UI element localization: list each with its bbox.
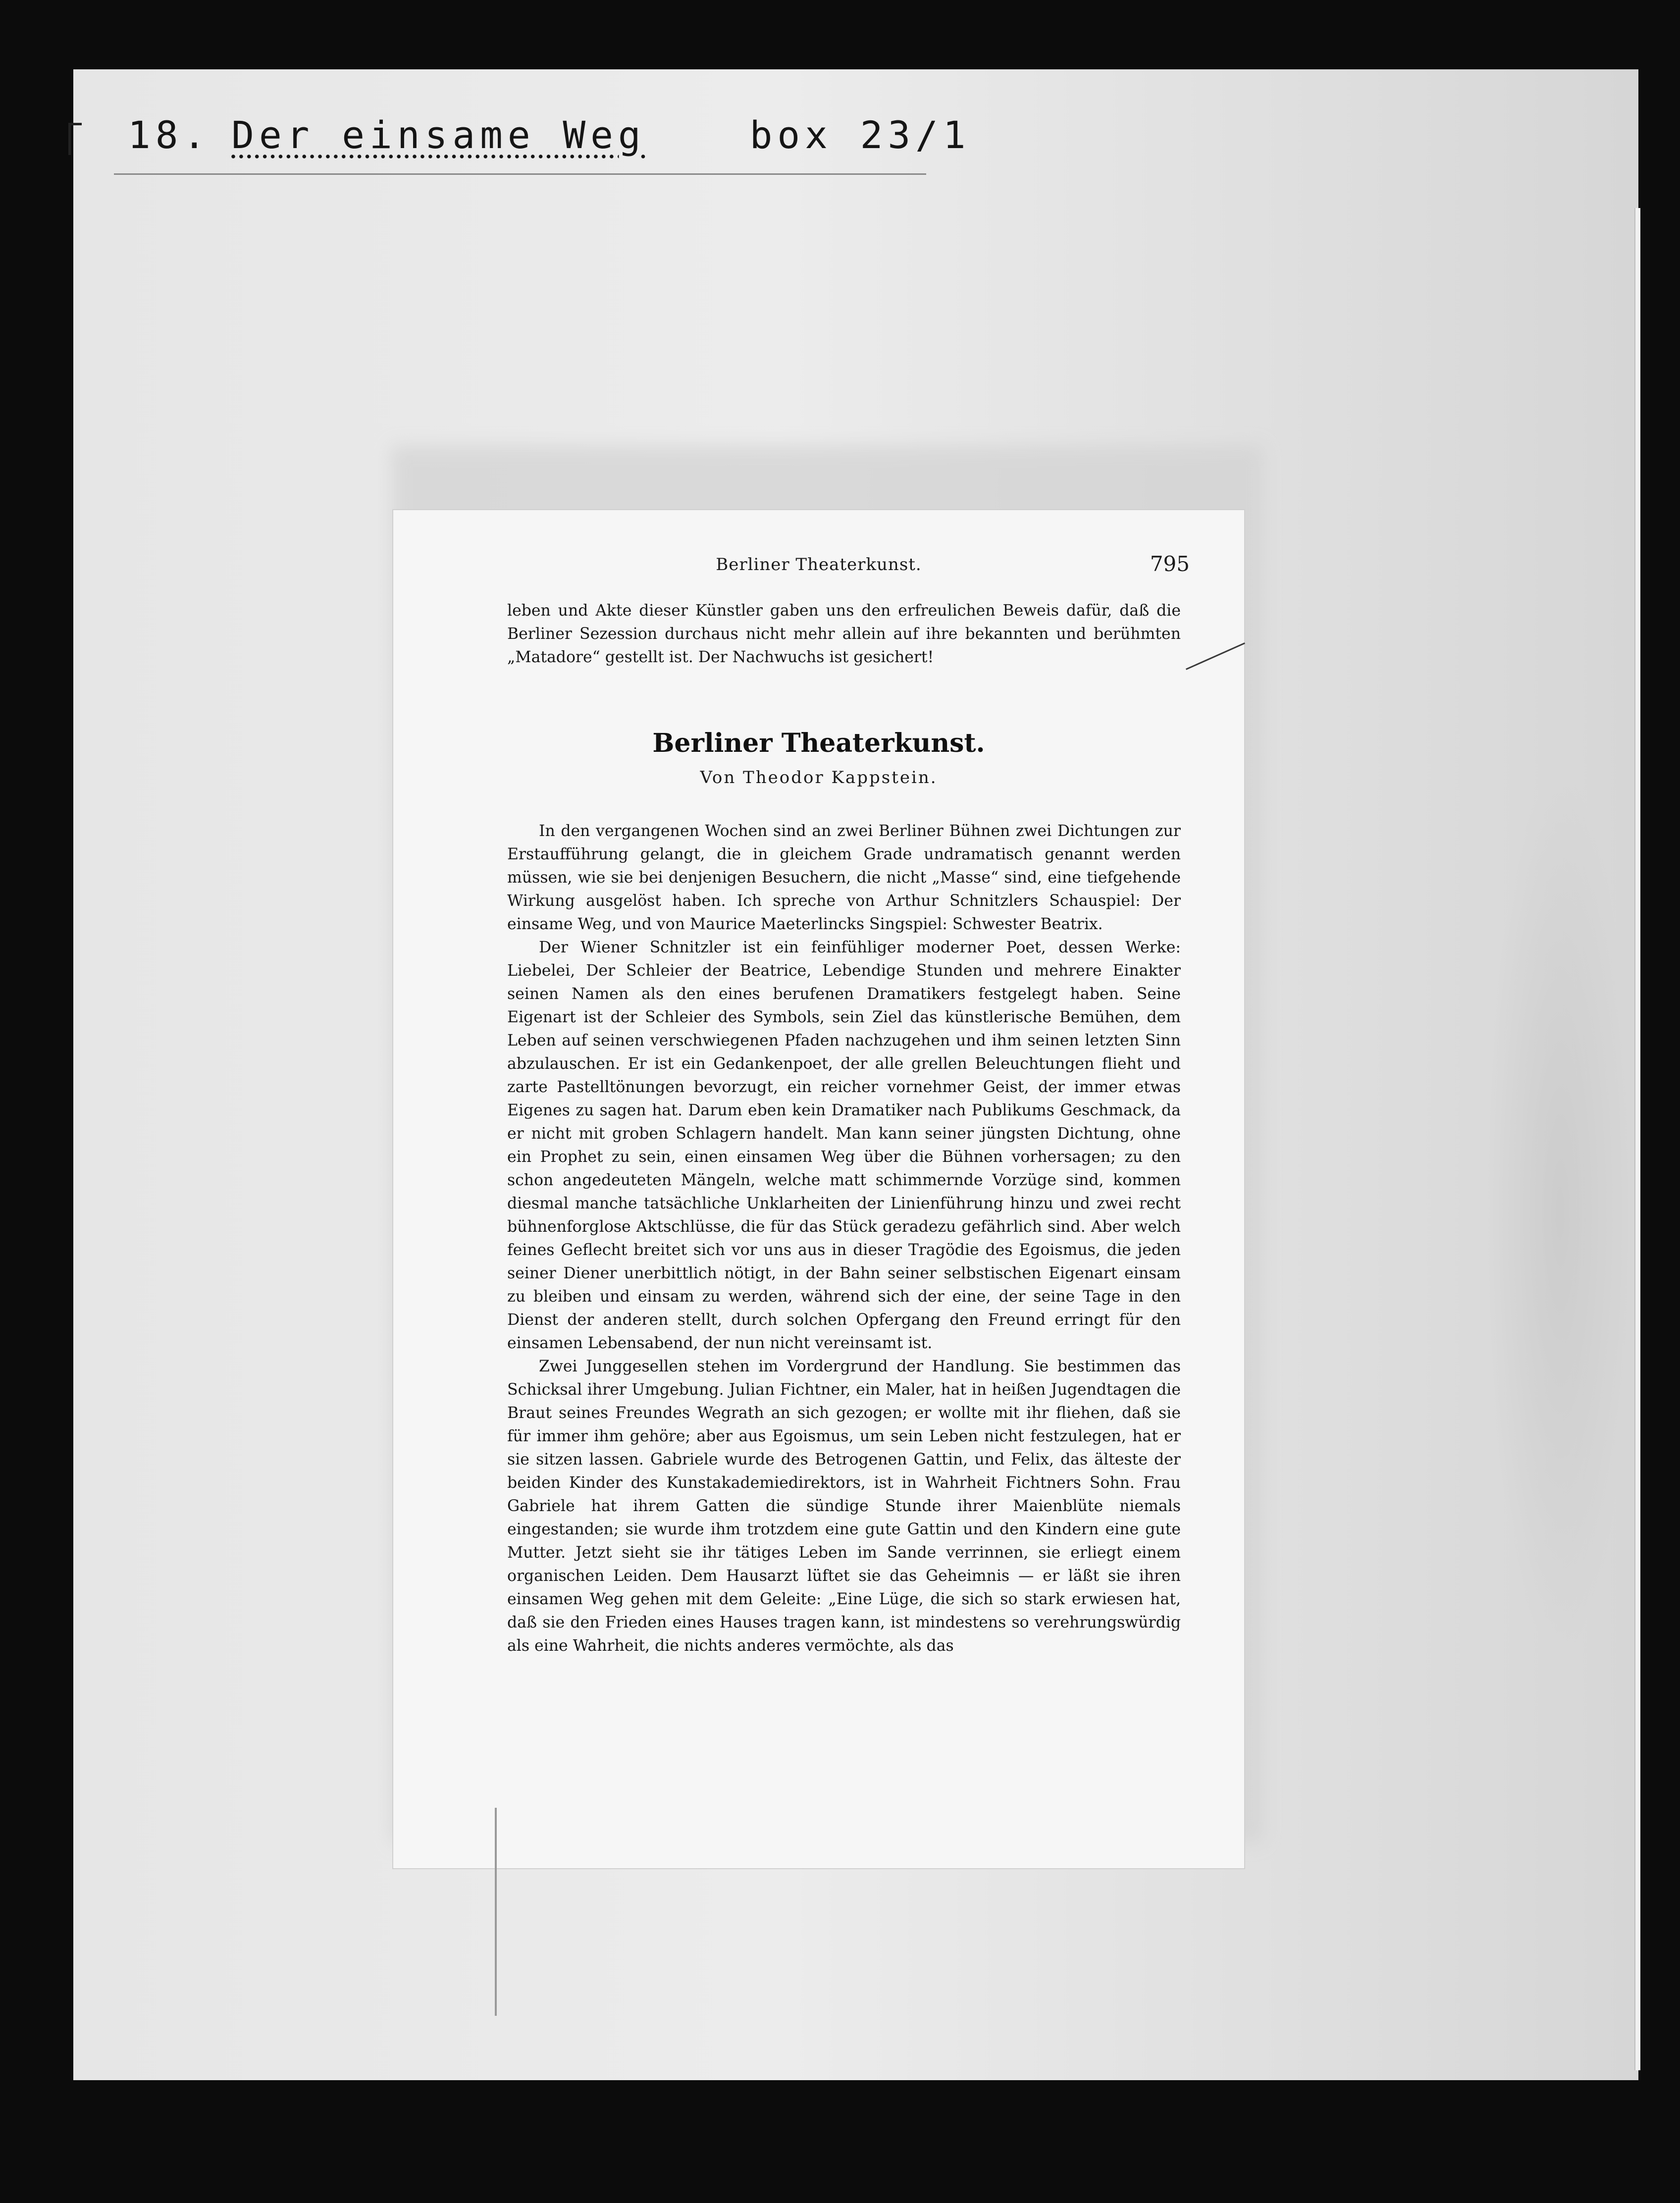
article-body xyxy=(507,820,1181,1658)
article-title: Berliner Theaterkunst. xyxy=(652,728,985,758)
paragraph-2: Der Wiener Schnitzler ist ein feinfühliger moderner Poet, dessen Werke: Liebelei, Der Schleier der Beatrice, Lebendige Stunden und mehrere Einakter seinen Namen als den eines berufenen Dramatikers festgelegt haben. Seine Eigenart ist der Schleier des Symbols, sein Ziel das künstlerische Bemühen, dem Leben auf seinen verschwiegenen Pfaden nachzugehen und ihm seinen letzten Sinn abzulauschen. Er ist ein Gedankenpoet, der alle grellen Beleuchtungen flieht und zarte Pastelltönungen bevorzugt, ein reicher vornehmer Geist, der immer etwas Eigenes zu sagen hat. Darum eben kein Dramatiker nach Publikums Geschmack, da er nicht mit groben Schlagern handelt. Man kann seiner jüngsten Dichtung, ohne ein Prophet zu sein, einen einsamen Weg über die Bühnen vorhersagen; zu den schon angedeuteten Mängeln, welche matt schimmernde Vorzüge sind, kommen diesmal manche tatsächliche Unklarheiten der Linienführung hinzu und zwei recht bühnenforglose Aktschlüsse, die für das Stück geradezu gefährlich sind. Aber welch feines Geflecht breitet sich vor uns aus in dieser Tragödie des Egoismus, die jeden seiner Diener unerbittlich nötigt, in der Bahn seiner selbstischen Eigenart einsam zu bleiben und einsam zu werden, während sich der eine, der seine Tage in den Dienst der anderen stellt, durch solchen Opfergang den Freund erringt für den einsamen Lebensabend, der nun nicht vereinsamt ist. xyxy=(507,939,1181,1352)
folder-label xyxy=(128,113,971,167)
paragraph-1: In den vergangenen Wochen sind an zwei Berliner Bühnen zwei Dichtungen zur Erstaufführung gelangt, die in gleichem Grade undramatisch genannt werden müssen, wie sie bei denjenigen Besuchern, die nicht „Masse“ sind, eine tiefgehende Wirkung ausgelöst haben. Ich spreche von Arthur Schnitzlers Schauspiel: Der einsame Weg, und von Maurice Maeterlincks Singspiel: Schwester Beatrix. xyxy=(507,822,1181,933)
margin-pencil-line xyxy=(495,1808,497,2016)
folder-title: Der einsame Weg xyxy=(231,113,646,157)
newspaper-clipping xyxy=(392,509,1245,1869)
folder-number: 18. xyxy=(128,113,211,157)
intro-paragraph xyxy=(507,599,1181,669)
label-corner-mark xyxy=(68,123,82,155)
box-reference: box 23/1 xyxy=(749,113,971,157)
paragraph-3: Zwei Junggesellen stehen im Vordergrund der Handlung. Sie bestimmen das Schicksal ihrer Umgebung. Julian Fichtner, ein Maler, hat in heißen Jugendtagen die Braut seines Freundes Wegrath an sich gezogen; er wollte mit ihr fliehen, daß sie für immer ihm gehöre; aber aus Egoismus, um sein Leben nicht festzulegen, hat er sie sitzen lassen. Gabriele wurde des Betrogenen Gattin, und Felix, das älteste der beiden Kinder des Kunstakademiedirektors, ist in Wahrheit Fichtners Sohn. Frau Gabriele hat ihrem Gatten die sündige Stunde ihrer Maienblüte niemals eingestanden; sie wurde ihm trotzdem eine gute Gattin und den Kindern eine gute Mutter. Jetzt sieht sie ihr tätiges Leben im Sande verrinnen, sie erliegt einem organischen Leiden. Dem Hausarzt lüftet sie das Geheimnis — er läßt sie ihren einsamen Weg gehen mit dem Geleite: „Eine Lüge, die sich so stark erwiesen hat, daß sie den Frieden eines Hauses tragen kann, ist mindestens so verehrungswürdig als eine Wahrheit, die nichts anderes vermöchte, als das xyxy=(507,1358,1181,1655)
intro-text: leben und Akte dieser Künstler gaben uns den erfreulichen Beweis dafür, daß die Berliner Sezession durchaus nicht mehr allein auf ihre bekannten und berühmten „Matadore“ gestellt ist. Der Nachwuchs ist gesichert! xyxy=(507,602,1181,666)
running-head: Berliner Theaterkunst. xyxy=(716,555,922,575)
label-underline xyxy=(114,173,926,175)
page-number: 795 xyxy=(1150,552,1190,576)
scan-smudge xyxy=(1486,768,1634,1659)
sheet-edge xyxy=(1634,208,1640,2070)
article-byline: Von Theodor Kappstein. xyxy=(700,768,938,787)
